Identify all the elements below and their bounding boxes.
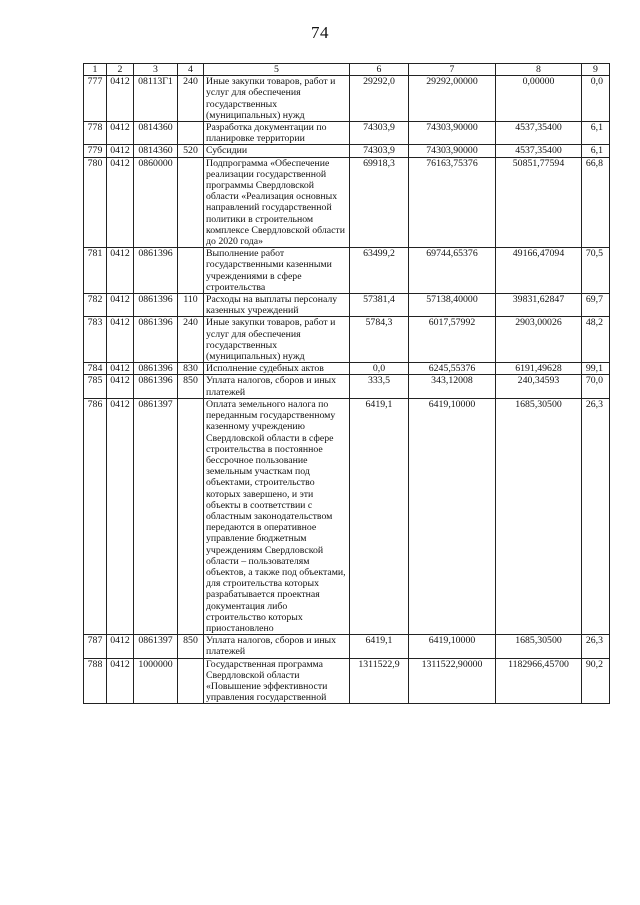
row-number: 777 bbox=[84, 76, 107, 122]
specified-amount: 74303,90000 bbox=[409, 122, 496, 145]
execution-percent: 66,8 bbox=[582, 157, 610, 248]
specified-amount: 57138,40000 bbox=[409, 294, 496, 317]
item-name: Уплата налогов, сборов и иных платежей bbox=[204, 375, 350, 398]
item-name: Иные закупки товаров, работ и услуг для обеспечения государственных (муниципальных) нужд bbox=[204, 317, 350, 363]
section-code: 0412 bbox=[107, 363, 134, 375]
table-row bbox=[84, 157, 610, 248]
target-code: 0814360 bbox=[134, 122, 178, 145]
page-number: 74 bbox=[311, 23, 329, 42]
item-name: Подпрограмма «Обеспечение реализации государственной программы Свердловской области «Реализация основных направлений государственной политики в строительном комплексе Свердловской области до 2020 года» bbox=[204, 157, 350, 248]
specified-amount: 74303,90000 bbox=[409, 145, 496, 157]
item-name: Расходы на выплаты персоналу казенных учреждений bbox=[204, 294, 350, 317]
execution-percent: 90,2 bbox=[582, 658, 610, 704]
specified-amount: 29292,00000 bbox=[409, 76, 496, 122]
execution-percent: 26,3 bbox=[582, 398, 610, 634]
planned-amount: 1311522,9 bbox=[350, 658, 409, 704]
planned-amount: 5784,3 bbox=[350, 317, 409, 363]
expense-type-code: 110 bbox=[178, 294, 204, 317]
executed-amount: 50851,77594 bbox=[496, 157, 582, 248]
expense-type-code bbox=[178, 658, 204, 704]
expense-type-code bbox=[178, 122, 204, 145]
target-code: 0860000 bbox=[134, 157, 178, 248]
item-name: Иные закупки товаров, работ и услуг для обеспечения государственных (муниципальных) нужд bbox=[204, 76, 350, 122]
expense-type-code: 850 bbox=[178, 375, 204, 398]
table-row bbox=[84, 658, 610, 704]
item-name: Выполнение работ государственными казенными учреждениями в сфере строительства bbox=[204, 248, 350, 294]
header-cell: 5 bbox=[204, 64, 350, 76]
planned-amount: 57381,4 bbox=[350, 294, 409, 317]
budget-table bbox=[83, 63, 610, 704]
row-number: 778 bbox=[84, 122, 107, 145]
section-code: 0412 bbox=[107, 398, 134, 634]
section-code: 0412 bbox=[107, 658, 134, 704]
table-row bbox=[84, 294, 610, 317]
header-cell: 4 bbox=[178, 64, 204, 76]
target-code: 0861396 bbox=[134, 375, 178, 398]
section-code: 0412 bbox=[107, 145, 134, 157]
executed-amount: 0,00000 bbox=[496, 76, 582, 122]
header-cell: 9 bbox=[582, 64, 610, 76]
execution-percent: 6,1 bbox=[582, 122, 610, 145]
item-name: Исполнение судебных актов bbox=[204, 363, 350, 375]
execution-percent: 48,2 bbox=[582, 317, 610, 363]
execution-percent: 69,7 bbox=[582, 294, 610, 317]
target-code: 0861397 bbox=[134, 398, 178, 634]
table-row bbox=[84, 76, 610, 122]
item-name: Государственная программа Свердловской области «Повышение эффективности управления государственной bbox=[204, 658, 350, 704]
executed-amount: 1182966,45700 bbox=[496, 658, 582, 704]
header-cell: 3 bbox=[134, 64, 178, 76]
specified-amount: 1311522,90000 bbox=[409, 658, 496, 704]
executed-amount: 4537,35400 bbox=[496, 145, 582, 157]
execution-percent: 70,5 bbox=[582, 248, 610, 294]
row-number: 786 bbox=[84, 398, 107, 634]
specified-amount: 6419,10000 bbox=[409, 398, 496, 634]
expense-type-code: 240 bbox=[178, 317, 204, 363]
planned-amount: 0,0 bbox=[350, 363, 409, 375]
executed-amount: 4537,35400 bbox=[496, 122, 582, 145]
row-number: 785 bbox=[84, 375, 107, 398]
planned-amount: 6419,1 bbox=[350, 635, 409, 658]
planned-amount: 74303,9 bbox=[350, 145, 409, 157]
header-cell: 1 bbox=[84, 64, 107, 76]
expense-type-code: 240 bbox=[178, 76, 204, 122]
execution-percent: 70,0 bbox=[582, 375, 610, 398]
section-code: 0412 bbox=[107, 317, 134, 363]
specified-amount: 6245,55376 bbox=[409, 363, 496, 375]
table-header-row bbox=[84, 64, 610, 76]
row-number: 787 bbox=[84, 635, 107, 658]
specified-amount: 6017,57992 bbox=[409, 317, 496, 363]
planned-amount: 333,5 bbox=[350, 375, 409, 398]
planned-amount: 6419,1 bbox=[350, 398, 409, 634]
row-number: 779 bbox=[84, 145, 107, 157]
executed-amount: 240,34593 bbox=[496, 375, 582, 398]
section-code: 0412 bbox=[107, 122, 134, 145]
expense-type-code bbox=[178, 157, 204, 248]
table-row bbox=[84, 635, 610, 658]
executed-amount: 39831,62847 bbox=[496, 294, 582, 317]
execution-percent: 6,1 bbox=[582, 145, 610, 157]
header-cell: 2 bbox=[107, 64, 134, 76]
expense-type-code: 830 bbox=[178, 363, 204, 375]
executed-amount: 1685,30500 bbox=[496, 635, 582, 658]
table-row bbox=[84, 122, 610, 145]
table-row bbox=[84, 398, 610, 634]
target-code: 0861396 bbox=[134, 294, 178, 317]
execution-percent: 99,1 bbox=[582, 363, 610, 375]
specified-amount: 76163,75376 bbox=[409, 157, 496, 248]
execution-percent: 0,0 bbox=[582, 76, 610, 122]
target-code: 0861396 bbox=[134, 317, 178, 363]
section-code: 0412 bbox=[107, 157, 134, 248]
section-code: 0412 bbox=[107, 375, 134, 398]
specified-amount: 343,12008 bbox=[409, 375, 496, 398]
target-code: 1000000 bbox=[134, 658, 178, 704]
header-cell: 6 bbox=[350, 64, 409, 76]
target-code: 08113Г1 bbox=[134, 76, 178, 122]
planned-amount: 74303,9 bbox=[350, 122, 409, 145]
specified-amount: 6419,10000 bbox=[409, 635, 496, 658]
section-code: 0412 bbox=[107, 294, 134, 317]
item-name: Субсидии bbox=[204, 145, 350, 157]
header-cell: 8 bbox=[496, 64, 582, 76]
planned-amount: 69918,3 bbox=[350, 157, 409, 248]
table-row bbox=[84, 317, 610, 363]
section-code: 0412 bbox=[107, 248, 134, 294]
table-row bbox=[84, 363, 610, 375]
executed-amount: 1685,30500 bbox=[496, 398, 582, 634]
item-name: Разработка документации по планировке территории bbox=[204, 122, 350, 145]
row-number: 782 bbox=[84, 294, 107, 317]
section-code: 0412 bbox=[107, 76, 134, 122]
table-row bbox=[84, 375, 610, 398]
specified-amount: 69744,65376 bbox=[409, 248, 496, 294]
target-code: 0861396 bbox=[134, 363, 178, 375]
target-code: 0861397 bbox=[134, 635, 178, 658]
item-name: Оплата земельного налога по переданным государственному казенному учреждению Свердловской области в сфере строительства в постоянное бессрочное пользование земельным участкам под объектами, строительство которых завершено, и эти объекты в соответствии с областным законодательством передаются в оперативное управление бюджетным учреждениям Свердловской области – пользователям объектов, а также под объектами, для строительства которых разрабатывается проектная документация либо строительство которых приостановлено bbox=[204, 398, 350, 634]
executed-amount: 2903,00026 bbox=[496, 317, 582, 363]
executed-amount: 49166,47094 bbox=[496, 248, 582, 294]
planned-amount: 63499,2 bbox=[350, 248, 409, 294]
expense-type-code: 850 bbox=[178, 635, 204, 658]
row-number: 780 bbox=[84, 157, 107, 248]
item-name: Уплата налогов, сборов и иных платежей bbox=[204, 635, 350, 658]
table-row bbox=[84, 248, 610, 294]
row-number: 781 bbox=[84, 248, 107, 294]
executed-amount: 6191,49628 bbox=[496, 363, 582, 375]
row-number: 784 bbox=[84, 363, 107, 375]
execution-percent: 26,3 bbox=[582, 635, 610, 658]
row-number: 788 bbox=[84, 658, 107, 704]
section-code: 0412 bbox=[107, 635, 134, 658]
expense-type-code: 520 bbox=[178, 145, 204, 157]
target-code: 0861396 bbox=[134, 248, 178, 294]
target-code: 0814360 bbox=[134, 145, 178, 157]
expense-type-code bbox=[178, 398, 204, 634]
header-cell: 7 bbox=[409, 64, 496, 76]
expense-type-code bbox=[178, 248, 204, 294]
planned-amount: 29292,0 bbox=[350, 76, 409, 122]
table-row bbox=[84, 145, 610, 157]
row-number: 783 bbox=[84, 317, 107, 363]
